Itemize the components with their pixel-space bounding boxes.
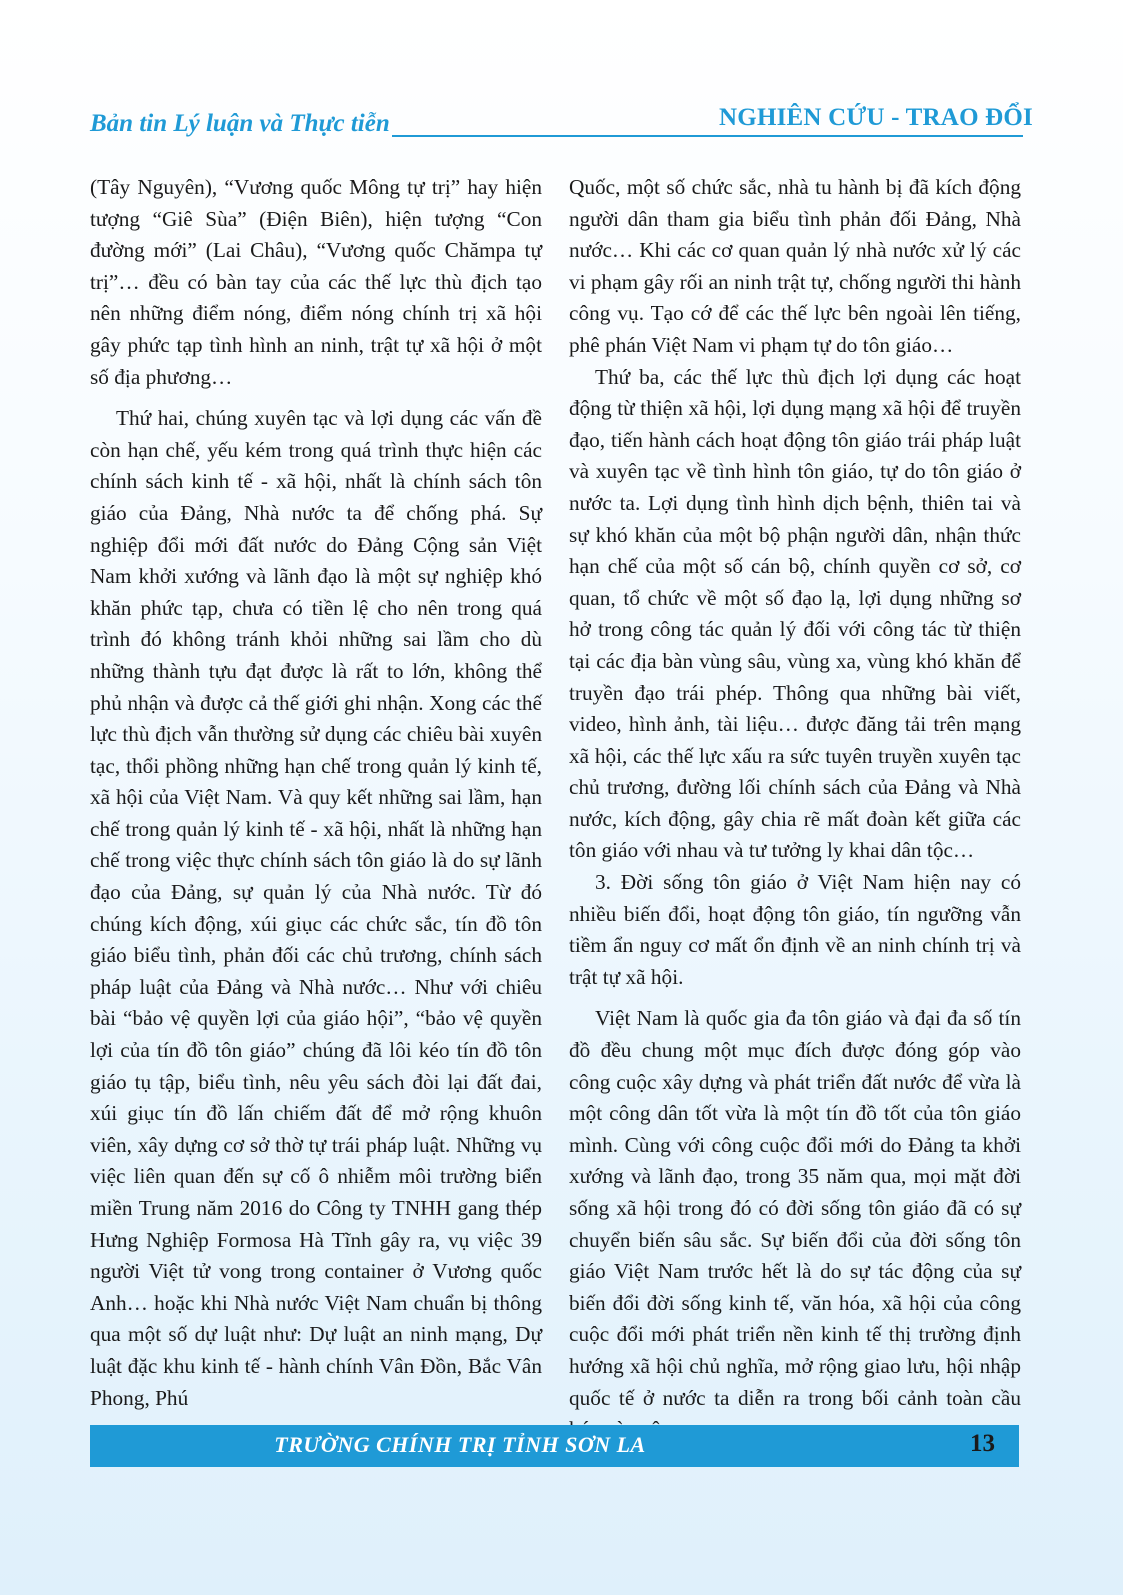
page-number: 13 xyxy=(970,1430,995,1457)
publication-title: Bản tin Lý luận và Thực tiễn xyxy=(90,110,390,137)
header-rule xyxy=(392,135,1023,137)
footer-band xyxy=(90,1425,1019,1467)
text-column-left xyxy=(90,172,542,1414)
paragraph: Thứ ba, các thế lực thù địch lợi dụng các hoạt động từ thiện xã hội, lợi dụng mạng xã hội để truyền đạo, tiến hành cách hoạt động tôn giáo trái pháp luật và xuyên tạc về tình hình tôn giáo, tự do tôn giáo ở nước ta. Lợi dụng tình hình dịch bệnh, thiên tai và sự khó khăn của một bộ phận người dân, nhận thức hạn chế của một số cán bộ, chính quyền cơ sở, cơ quan, tổ chức về một số đạo lạ, lợi dụng những sơ hở trong công tác quản lý đối với công tác từ thiện tại các địa bàn vùng sâu, vùng xa, vùng khó khăn để truyền đạo trái phép. Thông qua những bài viết, video, hình ảnh, tài liệu… được đăng tải trên mạng xã hội, các thế lực xấu ra sức tuyên truyền xuyên tạc chủ trương, đường lối chính sách của Đảng và Nhà nước, kích động, gây chia rẽ mất đoàn kết giữa các tôn giáo với nhau và tư tưởng ly khai dân tộc… xyxy=(569,364,1021,863)
paragraph: (Tây Nguyên), “Vương quốc Mông tự trị” hay hiện tượng “Giê Sùa” (Điện Biên), hiện tượng “Con đường mới” (Lai Châu), “Vương quốc Chămpa tự trị”… đều có bàn tay của các thế lực thù địch tạo nên những điểm nóng, điểm nóng chính trị xã hội gây phức tạp tình hình an ninh, trật tự xã hội ở một số địa phương… xyxy=(90,175,542,389)
section-title: NGHIÊN CỨU - TRAO ĐỔI xyxy=(719,104,1033,131)
footer-institution: TRƯỜNG CHÍNH TRỊ TỈNH SƠN LA xyxy=(274,1432,646,1457)
text-column-right xyxy=(569,172,1021,1446)
paragraph: Quốc, một số chức sắc, nhà tu hành bị đã kích động người dân tham gia biểu tình phản đối Đảng, Nhà nước… Khi các cơ quan quản lý nhà nước xử lý các vi phạm gây rối an ninh trật tự, chống người thi hành công vụ. Tạo cớ để các thế lực bên ngoài lên tiếng, phê phán Việt Nam vi phạm tự do tôn giáo… xyxy=(569,175,1021,357)
section-heading-paragraph: 3. Đời sống tôn giáo ở Việt Nam hiện nay có nhiều biến đổi, hoạt động tôn giáo, tín ngưỡng vẫn tiềm ẩn nguy cơ mất ổn định về an ninh chính trị và trật tự xã hội. xyxy=(569,870,1021,989)
paragraph: Thứ hai, chúng xuyên tạc và lợi dụng các vấn đề còn hạn chế, yếu kém trong quá trình thực hiện các chính sách kinh tế - xã hội, nhất là chính sách tôn giáo của Đảng, Nhà nước ta để chống phá. Sự nghiệp đổi mới đất nước do Đảng Cộng sản Việt Nam khởi xướng và lãnh đạo là một sự nghiệp khó khăn phức tạp, chưa có tiền lệ cho nên trong quá trình đó không tránh khỏi những sai lầm cho dù những thành tựu đạt được là rất to lớn, không thể phủ nhận và được cả thế giới ghi nhận. Xong các thế lực thù địch vẫn thường sử dụng các chiêu bài xuyên tạc, thổi phồng những hạn chế trong quản lý kinh tế, xã hội của Việt Nam. Và quy kết những sai lầm, hạn chế trong quản lý kinh tế - xã hội, nhất là những hạn chế trong việc thực chính sách tôn giáo là do sự lãnh đạo của Đảng, sự quản lý của Nhà nước. Từ đó chúng kích động, xúi giục các chức sắc, tín đồ tôn giáo biểu tình, phản đối các chủ trương, chính sách pháp luật của Đảng và Nhà nước… Như với chiêu bài “bảo vệ quyền lợi của giáo hội”, “bảo vệ quyền lợi của tín đồ tôn giáo” chúng đã lôi kéo tín đồ tôn giáo tụ tập, biểu tình, nêu yêu sách đòi lại đất đai, xúi giục tín đồ lấn chiếm đất để mở rộng khuôn viên, xây dựng cơ sở thờ tự trái pháp luật. Những vụ việc liên quan đến sự cố ô nhiễm môi trường biển miền Trung năm 2016 do Công ty TNHH gang thép Hưng Nghiệp Formosa Hà Tĩnh gây ra, vụ việc 39 người Việt tử vong trong container ở Vương quốc Anh… hoặc khi Nhà nước Việt Nam chuẩn bị thông qua một số dự luật như: Dự luật an ninh mạng, Dự luật đặc khu kinh tế - hành chính Vân Đồn, Bắc Vân Phong, Phú xyxy=(90,406,542,1410)
paragraph: Việt Nam là quốc gia đa tôn giáo và đại đa số tín đồ đều chung một mục đích được đóng góp vào công cuộc xây dựng và phát triển đất nước để vừa là một công dân tốt vừa là một tín đồ tốt của tôn giáo mình. Cùng với công cuộc đổi mới do Đảng ta khởi xướng và lãnh đạo, trong 35 năm qua, mọi mặt đời sống xã hội trong đó có đời sống tôn giáo đã có sự chuyển biến sâu sắc. Sự biến đổi của đời sống tôn giáo Việt Nam trước hết là do sự tác động của sự biến đổi đời sống kinh tế, văn hóa, xã hội của công cuộc đổi mới phát triển nền kinh tế thị trường định hướng xã hội chủ nghĩa, mở rộng giao lưu, hội nhập quốc tế ở nước ta diễn ra trong bối cảnh toàn cầu xyxy=(569,1006,1021,1410)
